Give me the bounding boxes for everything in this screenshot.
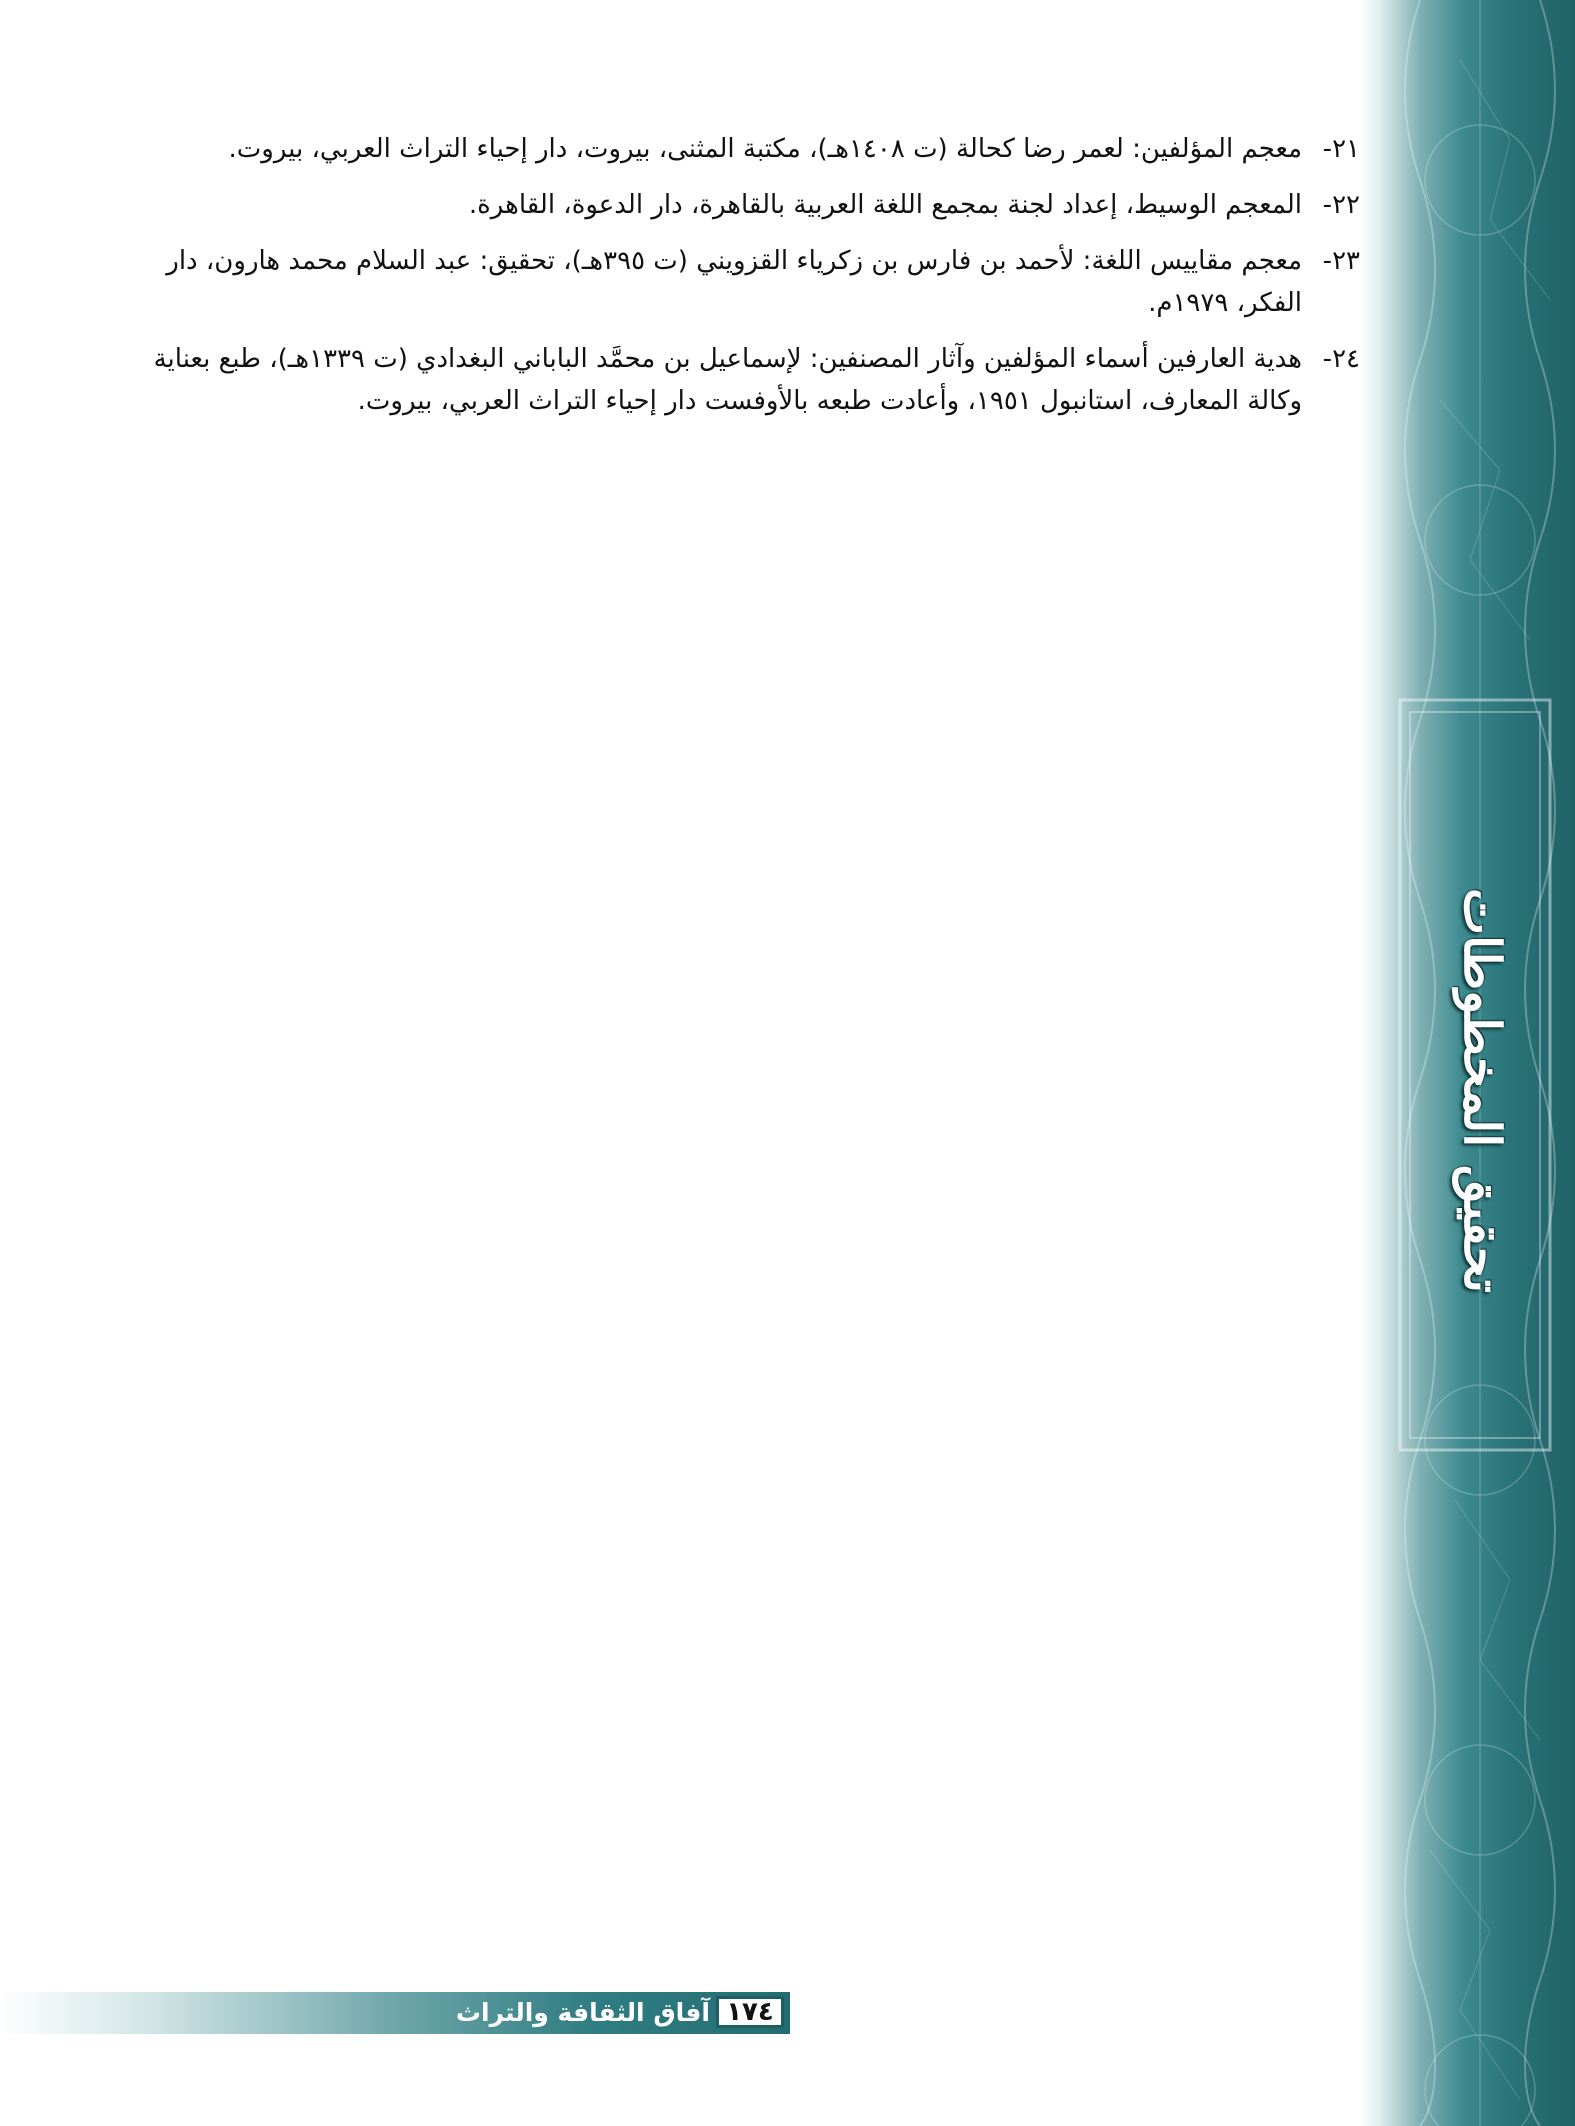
reference-text: معجم مقاييس اللغة: لأحمد بن فارس بن زكرياء القزويني (ت ٣٩٥هـ)، تحقيق: عبد السلام محمد هارون، دار الفكر، ١٩٧٩م. [166,246,1302,318]
reference-number: ٢٤- [1322,344,1360,374]
reference-text: المعجم الوسيط، إعداد لجنة بمجمع اللغة العربية بالقاهرة، دار الدعوة، القاهرة. [468,190,1302,220]
references-list [150,128,1360,436]
reference-item [150,240,1360,324]
reference-number: ٢١- [1322,134,1360,164]
decorative-side-band [1360,0,1575,2126]
reference-number: ٢٣- [1322,246,1360,276]
section-title-text: تحقيق المخطوطات [1452,887,1512,1293]
reference-item [150,338,1360,422]
footer-bar [0,1992,790,2034]
page-number: ١٧٤ [716,1996,784,2028]
reference-item [150,128,1360,170]
reference-number: ٢٢- [1322,190,1360,220]
journal-title: آفاق الثقافة والتراث [455,1998,710,2027]
section-title-vertical [1437,887,1527,1293]
reference-item [150,184,1360,226]
reference-text: معجم المؤلفين: لعمر رضا كحالة (ت ١٤٠٨هـ)، مكتبة المثنى، بيروت، دار إحياء التراث العربي، بيروت. [228,134,1302,164]
reference-text: هدية العارفين أسماء المؤلفين وآثار المصنفين: لإسماعيل بن محمَّد الباباني البغدادي (ت ١٣٣٩هـ)، طبع بعناية وكالة المعارف، استانبول ١٩٥١، وأعادت طبعه بالأوفست دار إحياء التراث العربي، بيروت. [153,344,1302,416]
